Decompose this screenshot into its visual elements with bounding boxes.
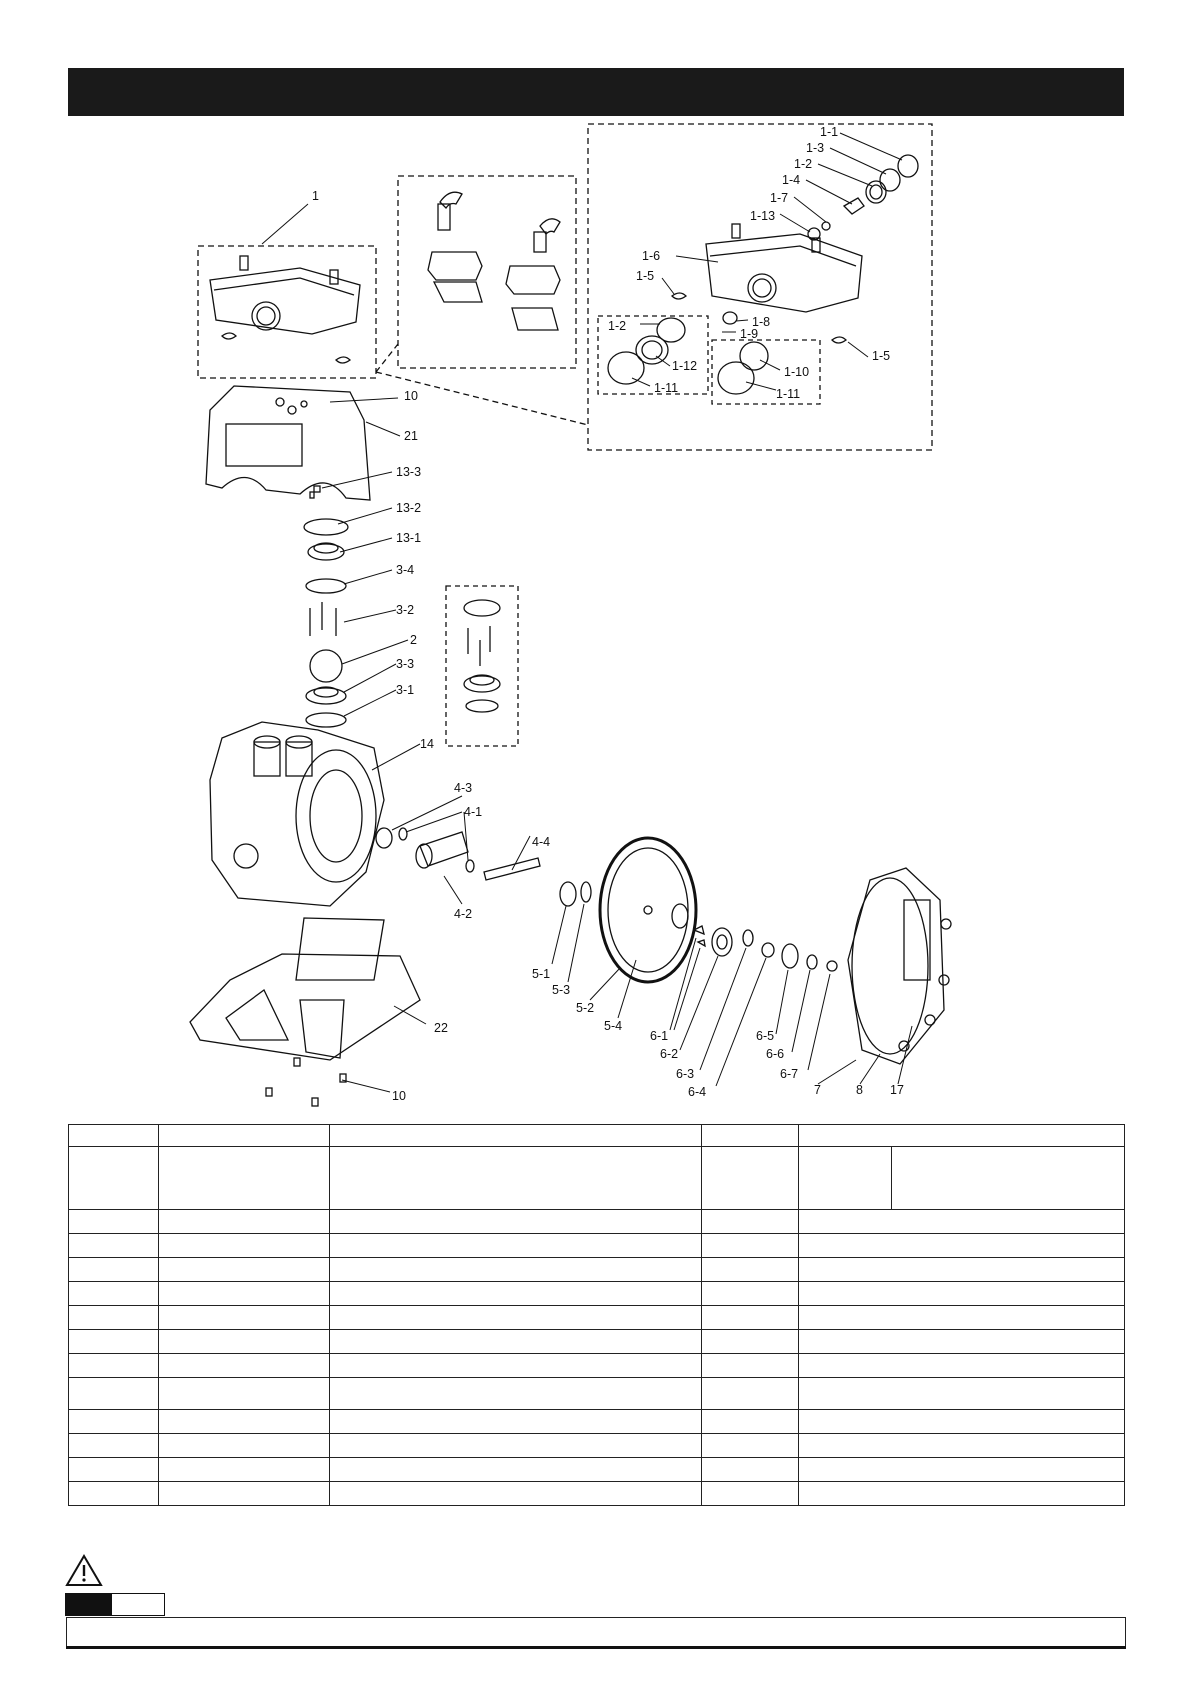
callout-2: 2 [410,633,417,647]
group-box-seat-options [446,586,518,746]
callout-14: 14 [420,737,434,751]
table-row [69,1234,1125,1258]
table-cell [799,1125,1125,1147]
table-row [69,1282,1125,1306]
callout-13-1: 13-1 [396,531,422,545]
table-cell [330,1147,702,1210]
callout-6-7: 6-7 [780,1067,799,1081]
table-cell [69,1125,159,1147]
callout-1-6: 1-6 [642,249,661,263]
table-cell [702,1147,799,1210]
diaphragm-parts [560,838,837,982]
callout-5-1: 5-1 [532,967,551,981]
callout-6-2: 6-2 [660,1047,679,1061]
callout-21: 21 [404,429,418,443]
table-row [69,1482,1125,1506]
table-row [69,1210,1125,1234]
callout-4-2: 4-2 [454,907,473,921]
table-row [69,1306,1125,1330]
callout-1-13: 1-13 [750,209,776,223]
callout-3-4: 3-4 [396,563,415,577]
callout-1-8: 1-8 [752,315,771,329]
callout-1: 1 [312,189,319,203]
callout-6-6: 6-6 [766,1047,785,1061]
warning-box [66,1617,1126,1647]
callout-5-2: 5-2 [576,1001,595,1015]
warning-tab-light [111,1593,165,1616]
callout-1-1: 1-1 [820,125,839,139]
table-cell [330,1125,702,1147]
callout-1-7: 1-7 [770,191,789,205]
callout-6-4: 6-4 [688,1085,707,1099]
callout-1-4: 1-4 [782,173,801,187]
callout-5-4: 5-4 [604,1019,623,1033]
callout-17: 17 [890,1083,904,1097]
table-row [69,1258,1125,1282]
callout-10b: 10 [392,1089,406,1103]
callout-1-10: 1-10 [784,365,810,379]
callout-4-3: 4-3 [454,781,473,795]
bottom-rule [66,1646,1126,1649]
table-cell [892,1147,1125,1210]
group-box-manifold [198,246,376,378]
table-row [69,1330,1125,1354]
group-box-manifold-detail [588,124,932,450]
callout-1-3: 1-3 [806,141,825,155]
table-row [69,1410,1125,1434]
callout-6-1: 6-1 [650,1029,669,1043]
leader-lines [262,133,912,1092]
callout-3-2: 3-2 [396,603,415,617]
callout-13-2: 13-2 [396,501,422,515]
callout-1-9: 1-9 [740,327,759,341]
callout-13-3: 13-3 [396,465,422,479]
callout-7: 7 [814,1083,821,1097]
callout-5-3: 5-3 [552,983,571,997]
callout-3-3: 3-3 [396,657,415,671]
table-cell [799,1147,892,1210]
table-cell [159,1125,330,1147]
callout-1-2: 1-2 [794,157,813,171]
table-row [69,1354,1125,1378]
table-row [69,1458,1125,1482]
air-chamber-part [848,868,951,1064]
callout-1-11a: 1-11 [654,381,679,395]
callout-22: 22 [434,1021,448,1035]
table-cell [159,1147,330,1210]
base-stand-part [190,918,420,1106]
callout-1-12: 1-12 [672,359,698,373]
callout-3-1: 3-1 [396,683,415,697]
table-header-row [69,1125,1125,1147]
table-cell [702,1125,799,1147]
group-box-flanges [398,176,576,368]
center-body-part [210,722,384,906]
warning-tabs [65,1593,165,1616]
callout-1-2b: 1-2 [608,319,627,333]
callout-1-5b: 1-5 [872,349,891,363]
manifold-part [210,256,360,363]
table-cell [69,1147,159,1210]
callout-1-11b: 1-11 [776,387,801,401]
callout-10a: 10 [404,389,418,403]
callout-1-5a: 1-5 [636,269,655,283]
table-subheader-row [69,1147,1125,1210]
callout-4-1: 4-1 [464,805,483,819]
link-line [376,344,398,372]
callout-8: 8 [856,1083,863,1097]
shaft-parts [376,828,540,880]
parts-table [68,1124,1125,1506]
warning-triangle-icon [65,1554,103,1587]
elbow-flange-parts [428,192,560,330]
table-row [69,1434,1125,1458]
callout-6-5: 6-5 [756,1029,775,1043]
callout-4-4: 4-4 [532,835,551,849]
table-row [69,1378,1125,1410]
callout-6-3: 6-3 [676,1067,695,1081]
warning-tab-dark [65,1593,111,1616]
